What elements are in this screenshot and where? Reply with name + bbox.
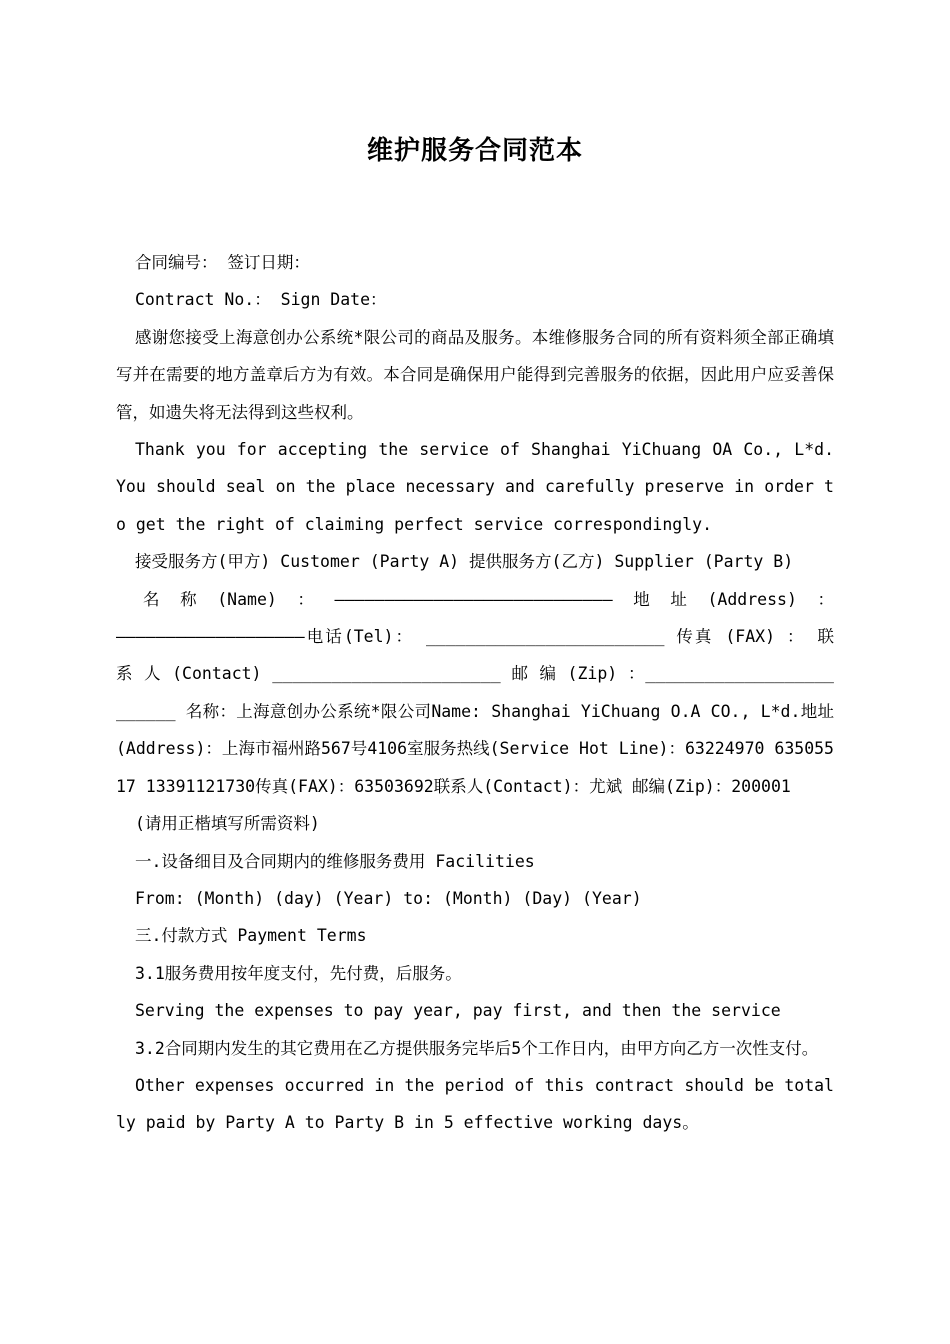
paragraph-section-payment: 三.付款方式 Payment Terms — [135, 926, 367, 946]
paragraph-period: From: (Month) (day) (Year) to: (Month) (Day) (Year) — [135, 888, 642, 908]
paragraph-clause-3-1-en: Serving the expenses to pay year, pay first, and then the service — [135, 1001, 781, 1021]
paragraph-thanks-en: Thank you for accepting the service of Shanghai YiChuang OA Co., L*d. You should seal on the place necessary and carefully preserve in order to get the right of claiming perfect service correspondingly. — [116, 440, 834, 534]
paragraph-clause-3-2-en: Other expenses occurred in the period of this contract should be totally paid by Party A to Party B in 5 effective working days。 — [116, 1075, 834, 1133]
paragraph-clause-3-2-cn: 3.2合同期内发生的其它费用在乙方提供服务完毕后5个工作日内，由甲方向乙方一次性支付。 — [135, 1038, 819, 1058]
document-body — [116, 244, 834, 1142]
paragraph-parties-heading: 接受服务方(甲方) Customer (Party A) 提供服务方(乙方) Supplier (Party B) — [135, 552, 794, 572]
document-title: 维护服务合同范本 — [366, 136, 583, 166]
paragraph-fill-note: (请用正楷填写所需资料) — [135, 814, 320, 834]
paragraph-section-facilities: 一.设备细目及合同期内的维修服务费用 Facilities — [135, 851, 535, 871]
paragraph-clause-3-1-cn: 3.1服务费用按年度支付，先付费，后服务。 — [135, 963, 462, 983]
paragraph-contract-number-cn: 合同编号： 签订日期： — [135, 253, 310, 272]
paragraph-contract-number-en: Contract No.： Sign Date： — [135, 290, 387, 310]
paragraph-thanks-cn: 感谢您接受上海意创办公系统*限公司的商品及服务。本维修服务合同的所有资料须全部正确填写并在需要的地方盖章后方为有效。本合同是确保用户能得到完善服务的依据，因此用户应妥善保管，如遗失将无法得到这些权利。 — [116, 327, 834, 422]
paragraph-party-details: 名称(Name)：————————————————————————————地址(Address)： ———————————————————电话(Tel)： ________________________ 传真 (FAX) ： 联 系 人 (Contact) _______________________ 邮 编 (Zip) ：_________________________ 名称：上海意创办公系统*限公司Name: Shanghai YiChuang O.A CO., L*d.地址(Address)：上海市福州路567号4106室服务热线(Service Hot Line)：63224970 63505517 13391121730传真(FAX)：63503692联系人(Contact)：尤斌 邮编(Zip)：200001 — [116, 589, 834, 796]
